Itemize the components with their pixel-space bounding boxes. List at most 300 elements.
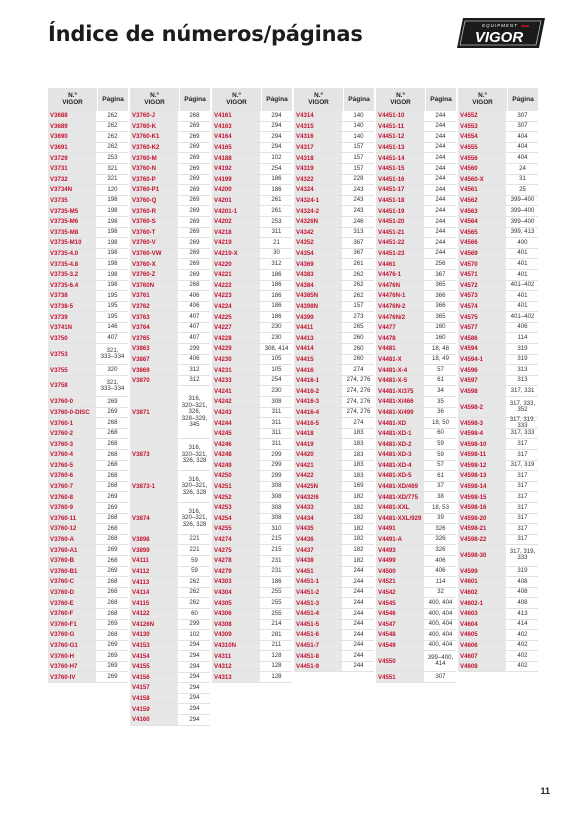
page-reference: 269	[107, 673, 118, 681]
page-reference: 294	[189, 651, 200, 659]
header-number-line1: N.º	[396, 91, 405, 99]
part-number: V4560-X	[458, 175, 507, 185]
page-reference: 400, 404	[428, 598, 453, 606]
index-row	[130, 694, 210, 705]
page-reference: 319	[517, 344, 528, 352]
part-number: V4324-1	[294, 196, 343, 206]
index-row	[294, 567, 374, 578]
page-reference: 244	[353, 662, 364, 670]
index-column	[48, 88, 128, 726]
page-reference: 320	[107, 365, 118, 373]
part-number: V4599	[458, 567, 507, 577]
part-number: V4159	[130, 704, 179, 714]
page-reference: 319	[517, 567, 528, 575]
part-number: V4451-23	[376, 249, 425, 259]
page-reference: 198	[107, 217, 118, 225]
part-number: V4352	[294, 238, 343, 248]
page-reference: 308	[271, 492, 282, 500]
page-reference: 317	[517, 503, 528, 511]
header-page: Página	[102, 96, 124, 103]
header-number	[48, 88, 98, 111]
part-number: V4550	[376, 651, 425, 671]
page-reference: 401	[517, 249, 528, 257]
part-number: V4566	[458, 238, 507, 248]
index-row	[294, 439, 374, 450]
page-reference: 230	[271, 334, 282, 342]
page-reference: 140	[353, 132, 364, 140]
page-reference: 244	[435, 143, 446, 151]
page-reference: 182	[353, 503, 364, 511]
index-row	[48, 206, 128, 217]
part-number: V4433	[294, 503, 343, 513]
part-number: V4252	[212, 492, 261, 502]
page-reference: 268	[107, 471, 118, 479]
page-reference: 198	[107, 228, 118, 236]
page-reference: 268	[107, 514, 118, 522]
page-reference: 316, 320–321, 326, 328	[181, 444, 208, 465]
part-number: V4245	[212, 429, 261, 439]
index-row	[212, 355, 292, 366]
part-number: V3760-0-DISC	[48, 408, 97, 418]
page-reference: 36	[437, 408, 444, 416]
part-number: V4521	[376, 577, 425, 587]
index-row	[48, 514, 128, 525]
column-header	[130, 88, 210, 111]
page-reference: 253	[107, 153, 118, 161]
index-row	[48, 270, 128, 281]
part-number: V4602-1	[458, 598, 507, 608]
part-number: V4598-13	[458, 471, 507, 481]
part-number: V4416-3	[294, 397, 343, 407]
page-reference: 255	[271, 609, 282, 617]
page-reference: 406	[435, 556, 446, 564]
index-row	[294, 365, 374, 376]
header-number-line1: N.º	[314, 91, 323, 99]
index-row	[294, 249, 374, 260]
page-reference: 269	[189, 238, 200, 246]
index-row	[458, 143, 538, 154]
part-number: V4309	[212, 630, 261, 640]
part-number: V4155	[130, 662, 179, 672]
part-number: V4573	[458, 291, 507, 301]
index-row	[130, 620, 210, 631]
page-reference: 317	[517, 492, 528, 500]
page-reference: 221	[189, 535, 200, 543]
part-number: V4126N	[130, 620, 179, 630]
page-reference: 243	[353, 196, 364, 204]
index-row	[130, 164, 210, 175]
index-row	[130, 291, 210, 302]
part-number: V4279	[212, 567, 261, 577]
part-number: V3869	[130, 365, 179, 375]
page-reference: 404	[517, 143, 528, 151]
page-reference: 401–402	[510, 312, 535, 320]
index-row	[294, 461, 374, 472]
page-reference: 319	[517, 355, 528, 363]
index-row	[376, 386, 456, 397]
page-reference: 59	[437, 450, 444, 458]
page-reference: 59	[437, 440, 444, 447]
header-number	[376, 88, 426, 111]
part-number: V4224	[212, 302, 261, 312]
part-number: V4243	[212, 408, 261, 418]
part-number: V4598-30	[458, 545, 507, 565]
page-reference: 312	[189, 365, 200, 373]
part-number: V3760-S	[130, 217, 179, 227]
column-header	[376, 88, 456, 111]
index-row	[130, 281, 210, 292]
page-reference: 140	[353, 122, 364, 130]
index-row	[294, 302, 374, 313]
index-row	[376, 439, 456, 450]
page-reference: 269	[189, 217, 200, 225]
page-reference: 269	[189, 270, 200, 278]
part-number: V4481	[376, 344, 425, 354]
page-reference: 182	[353, 535, 364, 543]
page-reference: 198	[107, 270, 118, 278]
index-row	[376, 196, 456, 207]
index-row	[294, 598, 374, 609]
part-number: V4481-X/375	[376, 386, 425, 396]
index-row	[130, 302, 210, 313]
index-row	[376, 429, 456, 440]
page-reference: 215	[271, 545, 282, 553]
index-row	[212, 376, 292, 387]
part-number: V4476N-1	[376, 291, 425, 301]
part-number: V4254	[212, 514, 261, 524]
page-reference: 317	[517, 482, 528, 490]
page-reference: 61	[437, 471, 444, 479]
page-reference: 311	[271, 440, 282, 447]
index-row	[212, 408, 292, 419]
part-number: V4547	[376, 620, 425, 630]
part-number: V4255	[212, 524, 261, 534]
page-reference: 299	[271, 461, 282, 469]
part-number: V4451-9	[294, 662, 343, 672]
part-number: V3760-5	[48, 461, 97, 471]
page-reference: 157	[353, 153, 364, 161]
page-number: 11	[540, 786, 550, 796]
part-number: V4451-21	[376, 228, 425, 238]
part-number: V4481-XD/469	[376, 482, 425, 492]
page-reference: 18, 53	[432, 503, 449, 511]
page-reference: 406	[189, 291, 200, 299]
part-number: V4598-20	[458, 514, 507, 524]
page-reference: 268	[107, 418, 118, 426]
index-row	[212, 535, 292, 546]
page-reference: 269	[189, 153, 200, 161]
index-row	[212, 482, 292, 493]
index-row	[48, 588, 128, 599]
page-reference: 404	[517, 132, 528, 140]
column-header	[294, 88, 374, 111]
index-row	[458, 153, 538, 164]
part-number: V3760-J	[130, 111, 179, 121]
index-row	[376, 259, 456, 270]
header-page: Página	[266, 96, 288, 103]
page-reference: 401	[517, 270, 528, 278]
part-number: V4607	[458, 651, 507, 661]
index-row	[458, 302, 538, 313]
part-number: V4605	[458, 630, 507, 640]
page-reference: 183	[353, 471, 364, 479]
page-reference: 402	[517, 662, 528, 670]
header-number-line2: VIGOR	[390, 98, 411, 106]
index-row	[48, 418, 128, 429]
part-number: V4481-XD-5	[376, 471, 425, 481]
page-reference: 244	[353, 609, 364, 617]
index-row	[294, 514, 374, 525]
page-reference: 243	[353, 206, 364, 214]
index-row	[130, 185, 210, 196]
index-row	[376, 567, 456, 578]
page-reference: 294	[189, 641, 200, 649]
part-number: V4481-XD-4	[376, 461, 425, 471]
part-number: V3760-X	[130, 259, 179, 269]
part-number: V3753	[48, 344, 97, 364]
part-number: V4415	[294, 355, 343, 365]
page-reference: 261	[353, 259, 364, 267]
index-row	[294, 238, 374, 249]
index-row	[48, 556, 128, 567]
index-table	[48, 88, 538, 726]
page-reference: 230	[271, 387, 282, 395]
index-row	[212, 365, 292, 376]
index-row	[48, 439, 128, 450]
part-number: V3735-6.4	[48, 281, 97, 291]
part-number: V3760-7	[48, 482, 97, 492]
part-number: V3760-K1	[130, 132, 179, 142]
part-number: V4419	[294, 439, 343, 449]
part-number: V4542	[376, 588, 425, 598]
index-row	[294, 143, 374, 154]
index-row	[376, 492, 456, 503]
page-reference: 317, 319, 333	[509, 548, 536, 562]
part-number: V3735-4.8	[48, 259, 97, 269]
column-header	[458, 88, 538, 111]
index-row	[376, 175, 456, 186]
part-number: V4594	[458, 344, 507, 354]
part-number: V4438	[294, 556, 343, 566]
part-number: V4476N/2	[376, 312, 425, 322]
page-title: Índice de números/páginas	[48, 22, 363, 46]
index-row	[458, 238, 538, 249]
part-number: V3760-9	[48, 503, 97, 513]
index-row	[294, 545, 374, 556]
part-number: V4112	[130, 567, 179, 577]
page-reference: 146	[107, 323, 118, 331]
index-row	[212, 185, 292, 196]
part-number: V4481-XD/775	[376, 492, 425, 502]
index-row	[48, 567, 128, 578]
index-row	[48, 620, 128, 631]
part-number: V3899	[130, 545, 179, 555]
page-reference: 326	[435, 524, 446, 532]
page-reference: 413	[517, 609, 528, 617]
index-row	[458, 588, 538, 599]
page-reference: 268	[189, 111, 200, 119]
index-row	[48, 175, 128, 186]
part-number: V4220	[212, 259, 261, 269]
index-row	[130, 323, 210, 334]
part-number: V4308	[212, 620, 261, 630]
index-row	[458, 567, 538, 578]
part-number: V4111	[130, 556, 179, 566]
page-reference: 262	[353, 281, 364, 289]
index-row	[48, 609, 128, 620]
index-row	[48, 630, 128, 641]
page-reference: 265	[353, 323, 364, 331]
page-reference: 269	[107, 641, 118, 649]
part-number: V4313	[212, 672, 261, 682]
index-row	[458, 415, 538, 430]
part-number: V3760-T	[130, 228, 179, 238]
part-number: V4601	[458, 577, 507, 587]
page-reference: 198	[107, 238, 118, 246]
index-row	[48, 524, 128, 535]
part-number: V3690	[48, 132, 97, 142]
index-row	[130, 249, 210, 260]
page-reference: 316, 320–321, 326, 328	[181, 507, 208, 528]
index-row	[294, 291, 374, 302]
page-reference: 244	[353, 598, 364, 606]
page-reference: 407	[189, 312, 200, 320]
index-row	[130, 503, 210, 535]
part-number: V4451-18	[376, 196, 425, 206]
page-reference: 182	[353, 514, 364, 522]
page-reference: 198	[107, 281, 118, 289]
part-number: V4164	[212, 132, 261, 142]
page-reference: 299	[271, 471, 282, 479]
index-row	[48, 461, 128, 472]
part-number: V4476-1	[376, 270, 425, 280]
page-reference: 367	[435, 270, 446, 278]
page-reference: 367	[353, 238, 364, 246]
index-row	[294, 418, 374, 429]
page-reference: 407	[189, 334, 200, 342]
page-reference: 317, 331	[510, 387, 535, 395]
page-reference: 269	[107, 651, 118, 659]
header-page: Página	[348, 96, 370, 103]
part-number: V4552	[458, 111, 507, 121]
part-number: V4598-22	[458, 535, 507, 545]
index-row	[294, 132, 374, 143]
page-reference: 268	[107, 535, 118, 543]
index-row	[48, 249, 128, 260]
index-row	[48, 482, 128, 493]
index-row	[458, 630, 538, 641]
part-number: V4451-6	[294, 630, 343, 640]
index-row	[376, 482, 456, 493]
part-number: V3735-M5	[48, 206, 97, 216]
part-number: V4318	[294, 153, 343, 163]
index-row	[48, 122, 128, 133]
page-reference: 214	[271, 620, 282, 628]
page-reference: 281	[271, 630, 282, 638]
header-number	[212, 88, 262, 111]
index-row	[212, 609, 292, 620]
index-row	[458, 175, 538, 186]
part-number: V4577	[458, 323, 507, 333]
header-number-line2: VIGOR	[308, 98, 329, 106]
part-number: V4574	[458, 302, 507, 312]
part-number: V4241	[212, 386, 261, 396]
index-row	[458, 333, 538, 344]
page-reference: 400	[517, 238, 528, 246]
index-row	[212, 439, 292, 450]
page-reference: 321	[107, 175, 118, 183]
part-number: V3741N	[48, 323, 97, 333]
page-reference: 183	[353, 450, 364, 458]
part-number: V4437	[294, 545, 343, 555]
page-reference: 294	[189, 683, 200, 691]
part-number: V4317	[294, 143, 343, 153]
page-reference: 406	[189, 302, 200, 310]
page-reference: 402	[517, 641, 528, 649]
page-reference: 317, 333, 352	[509, 399, 536, 414]
index-row	[294, 577, 374, 588]
index-row	[376, 111, 456, 122]
page-reference: 294	[189, 715, 200, 723]
index-row	[458, 450, 538, 461]
part-number: V4481-XXL	[376, 503, 425, 513]
page-reference: 269	[189, 228, 200, 236]
page-reference: 256	[435, 259, 446, 267]
index-row	[48, 143, 128, 154]
index-row	[458, 228, 538, 239]
page-reference: 294	[271, 143, 282, 151]
index-column	[130, 88, 210, 726]
index-row	[212, 524, 292, 535]
part-number: V4416-5	[294, 418, 343, 428]
part-number: V4225	[212, 312, 261, 322]
index-row	[212, 598, 292, 609]
page-reference: 261	[271, 196, 282, 204]
page-reference: 321	[107, 164, 118, 172]
part-number: V4597	[458, 376, 507, 386]
index-row	[212, 333, 292, 344]
index-row	[48, 281, 128, 292]
page-reference: 316, 320–321, 326, 328–329, 345	[181, 395, 208, 429]
index-row	[294, 185, 374, 196]
page-reference: 59	[191, 567, 198, 575]
page-reference: 269	[189, 185, 200, 193]
part-number: V4493	[376, 545, 425, 555]
index-row	[130, 577, 210, 588]
part-number: V4311	[212, 651, 261, 661]
index-row	[294, 482, 374, 493]
header-number	[294, 88, 344, 111]
page-reference: 140	[353, 111, 364, 119]
index-row	[130, 238, 210, 249]
index-row	[376, 418, 456, 429]
index-row	[294, 471, 374, 482]
page-reference: 37	[437, 482, 444, 490]
page-reference: 268	[107, 450, 118, 458]
index-row	[212, 132, 292, 143]
index-row	[212, 281, 292, 292]
part-number: V3760-1	[48, 418, 97, 428]
part-number: V4461	[376, 259, 425, 269]
part-number: V3760-3	[48, 439, 97, 449]
page-reference: 407	[107, 334, 118, 342]
part-number: V4586	[458, 333, 507, 343]
page-reference: 404	[517, 153, 528, 161]
part-number: V4160	[130, 715, 179, 725]
page-reference: 294	[271, 132, 282, 140]
part-number: V3760-P1	[130, 185, 179, 195]
part-number: V4451-3	[294, 598, 343, 608]
